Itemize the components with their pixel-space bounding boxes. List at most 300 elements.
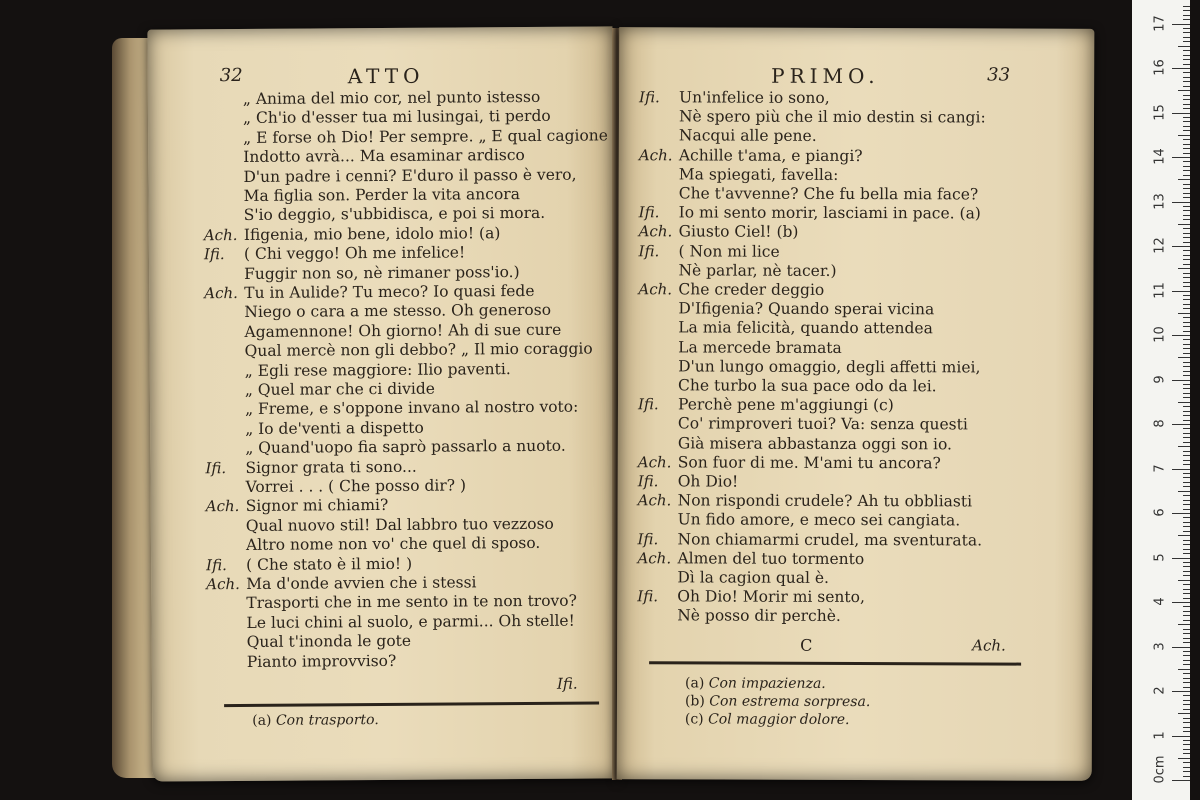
ruler-tick bbox=[1183, 317, 1190, 318]
verse-text: Ma figlia son. Perder la vita ancora bbox=[243, 185, 520, 205]
ruler-tick bbox=[1183, 744, 1190, 745]
verse-text: Nè parlar, nè tacer.) bbox=[678, 261, 837, 280]
ruler-tick bbox=[1172, 291, 1190, 292]
footnote-mark: (a) bbox=[684, 675, 705, 692]
ruler-tick bbox=[1178, 580, 1190, 581]
ruler-tick bbox=[1183, 455, 1190, 456]
verse-text: Altro nome non vo' che quel di sposo. bbox=[245, 534, 541, 555]
ruler-tick bbox=[1183, 348, 1190, 349]
ruler-tick bbox=[1178, 46, 1190, 47]
ruler-tick bbox=[1183, 762, 1190, 763]
ruler-tick bbox=[1183, 255, 1190, 256]
ruler-tick bbox=[1183, 95, 1190, 96]
verse-text: Già misera abbastanza oggi son io. bbox=[677, 433, 953, 453]
verse-text: „ Ch'io d'esser tua mi lusingai, ti perdo bbox=[242, 107, 551, 128]
ruler-tick bbox=[1183, 615, 1190, 616]
ruler-tick bbox=[1183, 55, 1190, 56]
ruler-tick bbox=[1183, 406, 1190, 407]
ruler-number: 9 bbox=[1152, 374, 1168, 384]
ruler-tick bbox=[1183, 451, 1190, 452]
verse-text: La mia felicità, quando attendea bbox=[678, 318, 933, 338]
ruler-tick bbox=[1178, 135, 1190, 136]
ruler-tick bbox=[1183, 753, 1190, 754]
ruler-tick bbox=[1183, 589, 1190, 590]
speaker-label: Ach. bbox=[638, 222, 673, 241]
ruler-tick bbox=[1183, 411, 1190, 412]
catchword: Ifi. bbox=[556, 674, 578, 693]
ruler-tick bbox=[1183, 718, 1190, 719]
ruler-tick bbox=[1183, 517, 1190, 518]
speaker-label: Ifi. bbox=[205, 458, 227, 477]
verse-text: Trasporti che in me sento in te non trovo? bbox=[246, 592, 577, 613]
text-line bbox=[618, 241, 1093, 263]
verse-text: Che t'avvenne? Che fu bella mia face? bbox=[678, 184, 979, 204]
verse-text: Son fuor di me. M'ami tu ancora? bbox=[677, 453, 941, 473]
catchword: Ach. bbox=[972, 636, 1006, 655]
ruler-tick bbox=[1183, 37, 1190, 38]
ruler-tick bbox=[1183, 571, 1190, 572]
speaker-label: Ifi. bbox=[637, 587, 659, 606]
ruler-tick bbox=[1183, 767, 1190, 768]
ruler-tick bbox=[1183, 460, 1190, 461]
verse-text: „ E forse oh Dio! Per sempre. „ E qual cagione bbox=[243, 126, 608, 147]
running-header: PRIMO. bbox=[771, 63, 880, 89]
ruler-tick bbox=[1183, 727, 1190, 728]
ruler-tick bbox=[1183, 188, 1190, 189]
ruler-tick bbox=[1172, 246, 1190, 247]
speaker-label: Ifi. bbox=[638, 203, 660, 222]
verse-text: Non chiamarmi crudel, ma sventurata. bbox=[677, 529, 983, 550]
ruler-number: 17 bbox=[1152, 14, 1168, 32]
speaker-label: Ach. bbox=[638, 280, 673, 299]
text-line bbox=[617, 529, 1092, 551]
ruler-tick bbox=[1183, 50, 1190, 51]
verse-text: Oh Dio! Morir mi sento, bbox=[677, 587, 865, 607]
ruler-tick bbox=[1183, 19, 1190, 20]
speaker-label: Ach. bbox=[637, 549, 672, 568]
ruler-tick bbox=[1183, 776, 1190, 777]
verse-text: „ Quand'uopo fia saprò passarlo a nuoto. bbox=[245, 436, 566, 458]
ruler-tick bbox=[1183, 286, 1190, 287]
ruler-tick bbox=[1183, 170, 1190, 171]
ruler-tick bbox=[1183, 393, 1190, 394]
footnote-text: Con impazienza. bbox=[704, 675, 826, 692]
verse-text: Qual mercè non gli debbo? „ Il mio coraggio bbox=[244, 339, 593, 361]
ruler-tick bbox=[1183, 486, 1190, 487]
speaker-label: Ifi. bbox=[639, 88, 660, 107]
ruler-tick bbox=[1183, 437, 1190, 438]
ruler-tick bbox=[1183, 549, 1190, 550]
ruler-tick bbox=[1183, 500, 1190, 501]
measurement-ruler bbox=[1132, 0, 1190, 800]
ruler-tick bbox=[1183, 562, 1190, 563]
verse-text: ( Che stato è il mio! ) bbox=[246, 554, 413, 574]
ruler-tick bbox=[1183, 695, 1190, 696]
ruler-tick bbox=[1183, 121, 1190, 122]
ruler-tick bbox=[1183, 6, 1190, 7]
ruler-tick bbox=[1183, 215, 1190, 216]
ruler-tick bbox=[1183, 655, 1190, 656]
ruler-tick bbox=[1183, 81, 1190, 82]
ruler-tick bbox=[1183, 197, 1190, 198]
ruler-tick bbox=[1178, 90, 1190, 91]
ruler-tick bbox=[1183, 673, 1190, 674]
ruler-tick bbox=[1183, 15, 1190, 16]
verse-text: Dì la cagion qual è. bbox=[677, 568, 830, 587]
verse-text: Vorrei . . . ( Che posso dir? ) bbox=[245, 476, 467, 496]
page-number: 33 bbox=[987, 64, 1011, 86]
ruler-tick bbox=[1183, 282, 1190, 283]
ruler-tick bbox=[1183, 308, 1190, 309]
text-line bbox=[618, 471, 1093, 493]
text-line bbox=[618, 433, 1093, 455]
ruler-number: 4 bbox=[1152, 597, 1168, 606]
ruler-number: 12 bbox=[1152, 237, 1168, 254]
text-line bbox=[618, 260, 1093, 282]
speaker-label: Ifi. bbox=[206, 555, 227, 574]
speaker-label: Ifi. bbox=[203, 245, 225, 264]
ruler-tick bbox=[1183, 117, 1190, 118]
ruler-tick bbox=[1183, 353, 1190, 354]
ruler-tick bbox=[1178, 624, 1190, 625]
ruler-tick bbox=[1183, 210, 1190, 211]
ruler-tick bbox=[1183, 540, 1190, 541]
ruler-tick bbox=[1183, 64, 1190, 65]
verse-text: S'io deggio, s'ubbidisca, e poi si mora. bbox=[243, 204, 546, 225]
ruler-tick bbox=[1178, 713, 1190, 714]
ruler-tick bbox=[1183, 464, 1190, 465]
ruler-tick bbox=[1183, 553, 1190, 554]
verse-text: Le luci chini al suolo, e parmi... Oh stelle! bbox=[246, 611, 575, 632]
ruler-tick bbox=[1183, 161, 1190, 162]
ruler-tick bbox=[1183, 749, 1190, 750]
text-line bbox=[619, 183, 1094, 205]
ruler-unit: 0cm bbox=[1152, 755, 1168, 784]
ruler-tick bbox=[1183, 415, 1190, 416]
verse-text: „ Quel mar che ci divide bbox=[244, 379, 435, 399]
ruler-tick bbox=[1172, 24, 1190, 25]
text-line bbox=[618, 298, 1093, 320]
verse-text: D'Ifigenia? Quando sperai vicina bbox=[678, 299, 935, 319]
ruler-tick bbox=[1183, 531, 1190, 532]
verse-text: Oh Dio! bbox=[677, 472, 739, 491]
ruler-tick bbox=[1183, 41, 1190, 42]
ruler-tick bbox=[1183, 482, 1190, 483]
ruler-tick bbox=[1183, 304, 1190, 305]
ruler-tick bbox=[1172, 469, 1190, 470]
text-line bbox=[619, 202, 1094, 224]
ruler-tick bbox=[1183, 193, 1190, 194]
text-line bbox=[152, 649, 617, 672]
ruler-tick bbox=[1183, 575, 1190, 576]
footnote-text: Con estrema sorpresa. bbox=[704, 693, 871, 711]
text-line bbox=[618, 356, 1093, 378]
speaker-label: Ach. bbox=[206, 574, 240, 594]
ruler-number: 8 bbox=[1152, 419, 1168, 428]
text-line bbox=[618, 375, 1093, 397]
verse-text: D'un padre i cenni? E'duro il passo è vero, bbox=[243, 165, 577, 186]
ruler-number: 10 bbox=[1152, 326, 1168, 343]
ruler-tick bbox=[1183, 344, 1190, 345]
signature-mark: C bbox=[800, 635, 813, 655]
ruler-tick bbox=[1183, 233, 1190, 234]
text-line bbox=[618, 490, 1093, 512]
ruler-tick bbox=[1183, 495, 1190, 496]
ruler-tick bbox=[1183, 771, 1190, 772]
footnote bbox=[685, 693, 870, 710]
ruler-tick bbox=[1172, 647, 1190, 648]
ruler-tick bbox=[1183, 709, 1190, 710]
footnote-text: Col maggior dolore. bbox=[703, 711, 850, 728]
ruler-tick bbox=[1183, 153, 1190, 154]
verse-text: Ma spiegati, favella: bbox=[678, 165, 839, 184]
footnote bbox=[252, 712, 379, 729]
ruler-tick bbox=[1183, 638, 1190, 639]
ruler-number: 5 bbox=[1152, 552, 1168, 562]
ruler-tick bbox=[1183, 629, 1190, 630]
ruler-tick bbox=[1172, 157, 1190, 158]
footnote-mark: (a) bbox=[252, 712, 272, 729]
ruler-tick bbox=[1172, 513, 1190, 514]
ruler-tick bbox=[1183, 250, 1190, 251]
ruler-tick bbox=[1178, 491, 1190, 492]
text-line bbox=[618, 452, 1093, 474]
text-line bbox=[619, 87, 1094, 109]
ruler-tick bbox=[1183, 504, 1190, 505]
ruler-tick bbox=[1183, 228, 1190, 229]
ruler-tick bbox=[1183, 264, 1190, 265]
verse-text: Pianto improvviso? bbox=[246, 651, 397, 671]
ruler-tick bbox=[1183, 526, 1190, 527]
text-line bbox=[618, 279, 1093, 301]
ruler-tick bbox=[1183, 104, 1190, 105]
ruler-tick bbox=[1183, 606, 1190, 607]
verse-text: Giusto Ciel! (b) bbox=[678, 222, 799, 242]
ruler-tick bbox=[1183, 442, 1190, 443]
ruler-tick bbox=[1183, 326, 1190, 327]
ruler-number: 11 bbox=[1152, 281, 1168, 299]
text-line bbox=[619, 164, 1094, 186]
ruler-tick bbox=[1183, 366, 1190, 367]
ruler-tick bbox=[1178, 224, 1190, 225]
verse-text: Achille t'ama, e piangi? bbox=[678, 145, 863, 165]
ruler-tick bbox=[1178, 402, 1190, 403]
ruler-tick bbox=[1183, 428, 1190, 429]
verse-text: Qual nuovo stil! Dal labbro tuo vezzoso bbox=[245, 514, 554, 535]
ruler-tick bbox=[1183, 219, 1190, 220]
ruler-tick bbox=[1183, 175, 1190, 176]
ruler-number: 1 bbox=[1152, 730, 1168, 740]
verse-text: D'un lungo omaggio, degli affetti miei, bbox=[678, 357, 981, 377]
ruler-tick bbox=[1183, 420, 1190, 421]
ruler-tick bbox=[1183, 99, 1190, 100]
verse-text: Ma d'onde avvien che i stessi bbox=[246, 573, 477, 593]
text-line bbox=[618, 337, 1093, 359]
ruler-tick bbox=[1172, 691, 1190, 692]
ruler-tick bbox=[1172, 424, 1190, 425]
text-line bbox=[619, 145, 1094, 167]
ruler-tick bbox=[1183, 331, 1190, 332]
ruler-tick bbox=[1183, 397, 1190, 398]
ruler-tick bbox=[1183, 633, 1190, 634]
verse-text: Ifigenia, mio bene, idolo mio! (a) bbox=[243, 223, 501, 244]
ruler-tick bbox=[1172, 736, 1190, 737]
ruler-tick bbox=[1172, 335, 1190, 336]
ruler-tick bbox=[1183, 473, 1190, 474]
ruler-tick bbox=[1183, 237, 1190, 238]
ruler-tick bbox=[1183, 620, 1190, 621]
ruler-tick bbox=[1172, 558, 1190, 559]
text-line bbox=[618, 318, 1093, 340]
ruler-number: 15 bbox=[1152, 103, 1168, 121]
ruler-tick bbox=[1183, 544, 1190, 545]
verse-text: Che creder deggio bbox=[678, 280, 825, 299]
ruler-tick bbox=[1183, 139, 1190, 140]
verse-text: Agamennone! Oh giorno! Ah di sue cure bbox=[244, 320, 562, 341]
page-number: 32 bbox=[219, 64, 243, 87]
verse-text: „ Freme, e s'oppone invano al nostro voto: bbox=[244, 398, 579, 419]
ruler-tick bbox=[1183, 32, 1190, 33]
verse-text: Nacqui alle pene. bbox=[678, 126, 817, 146]
text-line bbox=[617, 548, 1092, 570]
ruler-tick bbox=[1178, 268, 1190, 269]
ruler-tick bbox=[1183, 259, 1190, 260]
verse-text: Qual t'inonda le gote bbox=[246, 631, 412, 652]
ruler-tick bbox=[1183, 740, 1190, 741]
ruler-tick bbox=[1183, 242, 1190, 243]
ruler-tick bbox=[1183, 651, 1190, 652]
ruler-tick bbox=[1183, 722, 1190, 723]
ruler-number: 3 bbox=[1152, 641, 1168, 651]
ruler-tick bbox=[1183, 299, 1190, 300]
verse-text: Tu in Aulide? Tu meco? Io quasi fede bbox=[244, 281, 535, 302]
speaker-label: Ach. bbox=[203, 225, 238, 245]
ruler-tick bbox=[1178, 179, 1190, 180]
ruler-tick bbox=[1183, 660, 1190, 661]
ruler-tick bbox=[1183, 362, 1190, 363]
ruler-tick bbox=[1183, 593, 1190, 594]
footnote-rule bbox=[224, 701, 599, 707]
ruler-tick bbox=[1178, 446, 1190, 447]
ruler-number: 2 bbox=[1152, 686, 1168, 695]
verse-text: Un'infelice io sono, bbox=[679, 88, 830, 107]
verse-text: Indotto avrà... Ma esaminar ardisco bbox=[243, 146, 525, 167]
text-line bbox=[617, 567, 1092, 589]
verse-text: Un fido amore, e meco sei cangiata. bbox=[677, 510, 961, 530]
ruler-tick bbox=[1183, 206, 1190, 207]
verse-text: Nè spero più che il mio destin si cangi: bbox=[678, 107, 986, 127]
ruler-tick bbox=[1183, 664, 1190, 665]
verse-text: Perchè pene m'aggiungi (c) bbox=[677, 395, 894, 415]
text-line bbox=[619, 126, 1094, 148]
text-line bbox=[618, 394, 1093, 416]
speaker-label: Ifi. bbox=[637, 529, 659, 548]
ruler-tick bbox=[1183, 388, 1190, 389]
ruler-number: 13 bbox=[1152, 192, 1168, 210]
ruler-tick bbox=[1172, 780, 1190, 781]
ruler-tick bbox=[1178, 535, 1190, 536]
text-line bbox=[619, 222, 1094, 244]
speaker-label: Ifi. bbox=[637, 472, 659, 491]
footnote bbox=[685, 711, 850, 728]
ruler-tick bbox=[1183, 384, 1190, 385]
ruler-tick bbox=[1183, 477, 1190, 478]
text-line bbox=[618, 414, 1093, 436]
footnote-text: Con trasporto. bbox=[271, 712, 379, 729]
footnote-mark: (b) bbox=[684, 693, 705, 710]
ruler-number: 14 bbox=[1152, 148, 1168, 165]
ruler-tick bbox=[1172, 380, 1190, 381]
ruler-tick bbox=[1183, 130, 1190, 131]
ruler-tick bbox=[1172, 68, 1190, 69]
ruler-tick bbox=[1183, 59, 1190, 60]
verse-text: Non rispondi crudele? Ah tu obbliasti bbox=[677, 491, 973, 511]
ruler-tick bbox=[1183, 273, 1190, 274]
verse-text: Che turbo la sua pace odo da lei. bbox=[678, 376, 937, 396]
ruler-tick bbox=[1178, 313, 1190, 314]
verse-text: Signor grata ti sono... bbox=[245, 457, 417, 477]
ruler-tick bbox=[1183, 295, 1190, 296]
verse-text: Co' rimproveri tuoi? Va: senza questi bbox=[677, 414, 968, 434]
footnote bbox=[685, 675, 826, 691]
ruler-tick bbox=[1183, 108, 1190, 109]
ruler-tick bbox=[1183, 371, 1190, 372]
ruler-tick bbox=[1178, 669, 1190, 670]
text-line bbox=[618, 510, 1093, 532]
ruler-tick bbox=[1183, 184, 1190, 185]
speaker-label: Ach. bbox=[638, 145, 673, 164]
speaker-label: Ach. bbox=[637, 491, 672, 510]
ruler-tick bbox=[1183, 678, 1190, 679]
verse-text: Niego o cara a me stesso. Oh generoso bbox=[244, 301, 552, 322]
verse-text: Nè posso dir perchè. bbox=[677, 606, 841, 626]
ruler-tick bbox=[1183, 375, 1190, 376]
ruler-tick bbox=[1172, 602, 1190, 603]
footnote-mark: (c) bbox=[684, 711, 704, 728]
ruler-tick bbox=[1178, 357, 1190, 358]
ruler-number: 16 bbox=[1152, 59, 1168, 76]
speaker-label: Ifi. bbox=[637, 395, 659, 414]
ruler-tick bbox=[1183, 72, 1190, 73]
ruler-tick bbox=[1183, 77, 1190, 78]
ruler-tick bbox=[1183, 86, 1190, 87]
ruler-number: 7 bbox=[1152, 463, 1168, 473]
verse-text: La mercede bramata bbox=[678, 337, 842, 357]
speaker-label: Ach. bbox=[204, 284, 238, 303]
ruler-number: 6 bbox=[1152, 508, 1168, 517]
ruler-tick bbox=[1183, 687, 1190, 688]
ruler-tick bbox=[1178, 758, 1190, 759]
verse-text: ( Non mi lice bbox=[678, 241, 780, 261]
verse-text: Almen del tuo tormento bbox=[677, 549, 865, 568]
ruler-tick bbox=[1183, 700, 1190, 701]
running-header: ATTO bbox=[347, 63, 425, 89]
left-page bbox=[147, 26, 617, 781]
ruler-tick bbox=[1172, 113, 1190, 114]
ruler-tick bbox=[1183, 584, 1190, 585]
right-page bbox=[617, 27, 1095, 781]
speaker-label: Ach. bbox=[205, 497, 240, 516]
ruler-tick bbox=[1183, 339, 1190, 340]
footnote-rule bbox=[649, 661, 1021, 665]
ruler-tick bbox=[1183, 144, 1190, 145]
ruler-tick bbox=[1183, 148, 1190, 149]
ruler-tick bbox=[1183, 277, 1190, 278]
speaker-label: Ach. bbox=[637, 453, 672, 472]
ruler-tick bbox=[1183, 566, 1190, 567]
ruler-tick bbox=[1183, 682, 1190, 683]
verse-text: ( Chi veggo! Oh me infelice! bbox=[243, 243, 466, 264]
